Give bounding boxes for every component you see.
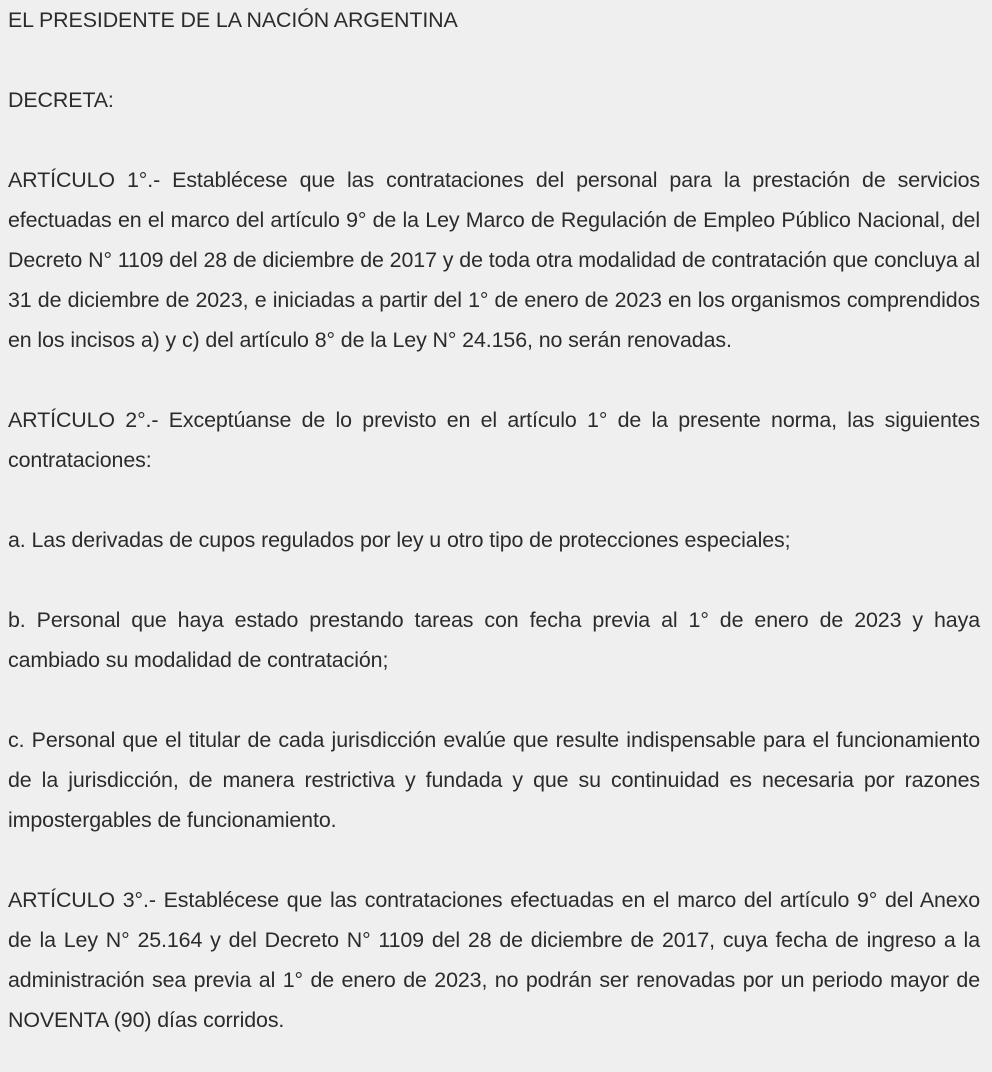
decreta-label: DECRETA: [8, 88, 114, 112]
article-2: ARTÍCULO 2°.- Exceptúanse de lo previsto en el artículo 1° de la presente norma, las siguientes contrataciones: [8, 408, 980, 472]
article-3: ARTÍCULO 3°.- Establécese que las contrataciones efectuadas en el marco del artículo 9° del Anexo de la Ley N° 25.164 y del Decreto N° 1109 del 28 de diciembre de 2017, cuya fecha de ingreso a la administración sea previa al 1° de enero de 2023, no podrán ser renovadas por un periodo mayor de NOVENTA (90) días corridos. [8, 888, 980, 1032]
article-1: ARTÍCULO 1°.- Establécese que las contrataciones del personal para la prestación de servicios efectuadas en el marco del artículo 9° de la Ley Marco de Regulación de Empleo Público Nacional, del Decreto N° 1109 del 28 de diciembre de 2017 y de toda otra modalidad de contratación que concluya al 31 de diciembre de 2023, e iniciadas a partir del 1° de enero de 2023 en los organismos comprendidos en los incisos a) y c) del artículo 8° de la Ley N° 24.156, no serán renovadas. [8, 168, 980, 352]
decree-heading: EL PRESIDENTE DE LA NACIÓN ARGENTINA [8, 8, 458, 32]
clause-a: a. Las derivadas de cupos regulados por ley u otro tipo de protecciones especiales; [8, 528, 791, 552]
clause-b: b. Personal que haya estado prestando tareas con fecha previa al 1° de enero de 2023 y haya cambiado su modalidad de contratación; [8, 608, 980, 672]
clause-c: c. Personal que el titular de cada jurisdicción evalúe que resulte indispensable para el funcionamiento de la jurisdicción, de manera restrictiva y fundada y que su continuidad es necesaria por razones impostergables de funcionamiento. [8, 728, 980, 832]
decree-document [8, 0, 980, 1040]
